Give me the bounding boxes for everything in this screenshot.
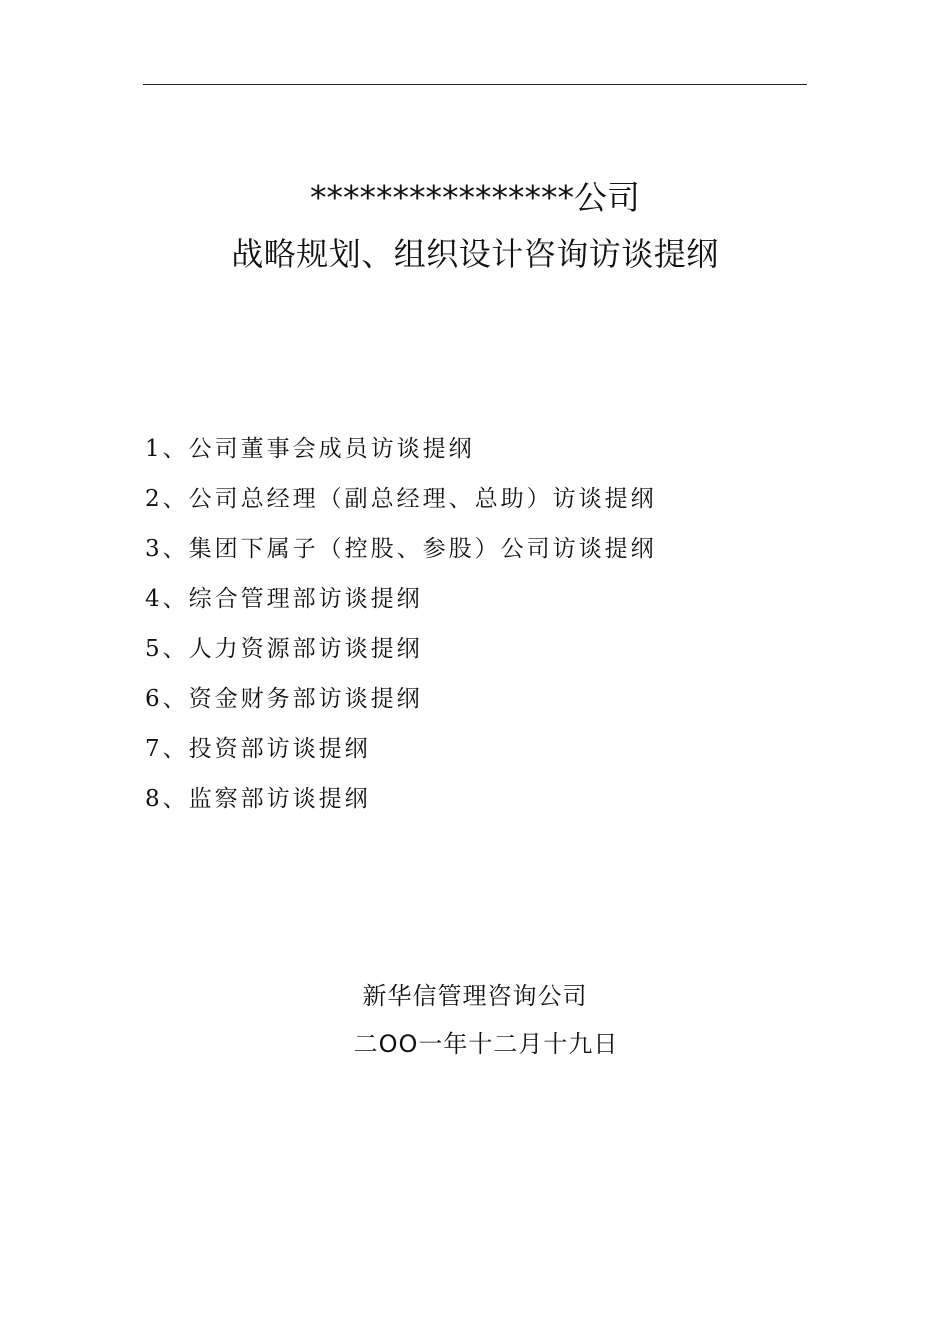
header-rule xyxy=(143,84,807,85)
toc-item: 4、综合管理部访谈提纲 xyxy=(145,586,423,612)
toc-item: 7、投资部访谈提纲 xyxy=(145,736,371,762)
toc-item: 1、公司董事会成员访谈提纲 xyxy=(145,436,475,462)
footer-company: 新华信管理咨询公司 xyxy=(362,982,588,1010)
toc-item: 5、人力资源部访谈提纲 xyxy=(145,636,423,662)
title-subject: 战略规划、组织设计咨询访谈提纲 xyxy=(231,235,719,273)
table-of-contents xyxy=(145,424,845,824)
title-company-name: ****************公司 xyxy=(310,178,640,217)
document-title xyxy=(0,170,950,282)
toc-item: 8、监察部访谈提纲 xyxy=(145,786,371,812)
toc-item: 3、集团下属子（控股、参股）公司访谈提纲 xyxy=(145,536,657,562)
toc-item: 2、公司总经理（副总经理、总助）访谈提纲 xyxy=(145,486,657,512)
document-footer xyxy=(0,972,950,1068)
footer-date: 二OO一年十二月十九日 xyxy=(353,1030,619,1058)
toc-item: 6、资金财务部访谈提纲 xyxy=(145,686,423,712)
